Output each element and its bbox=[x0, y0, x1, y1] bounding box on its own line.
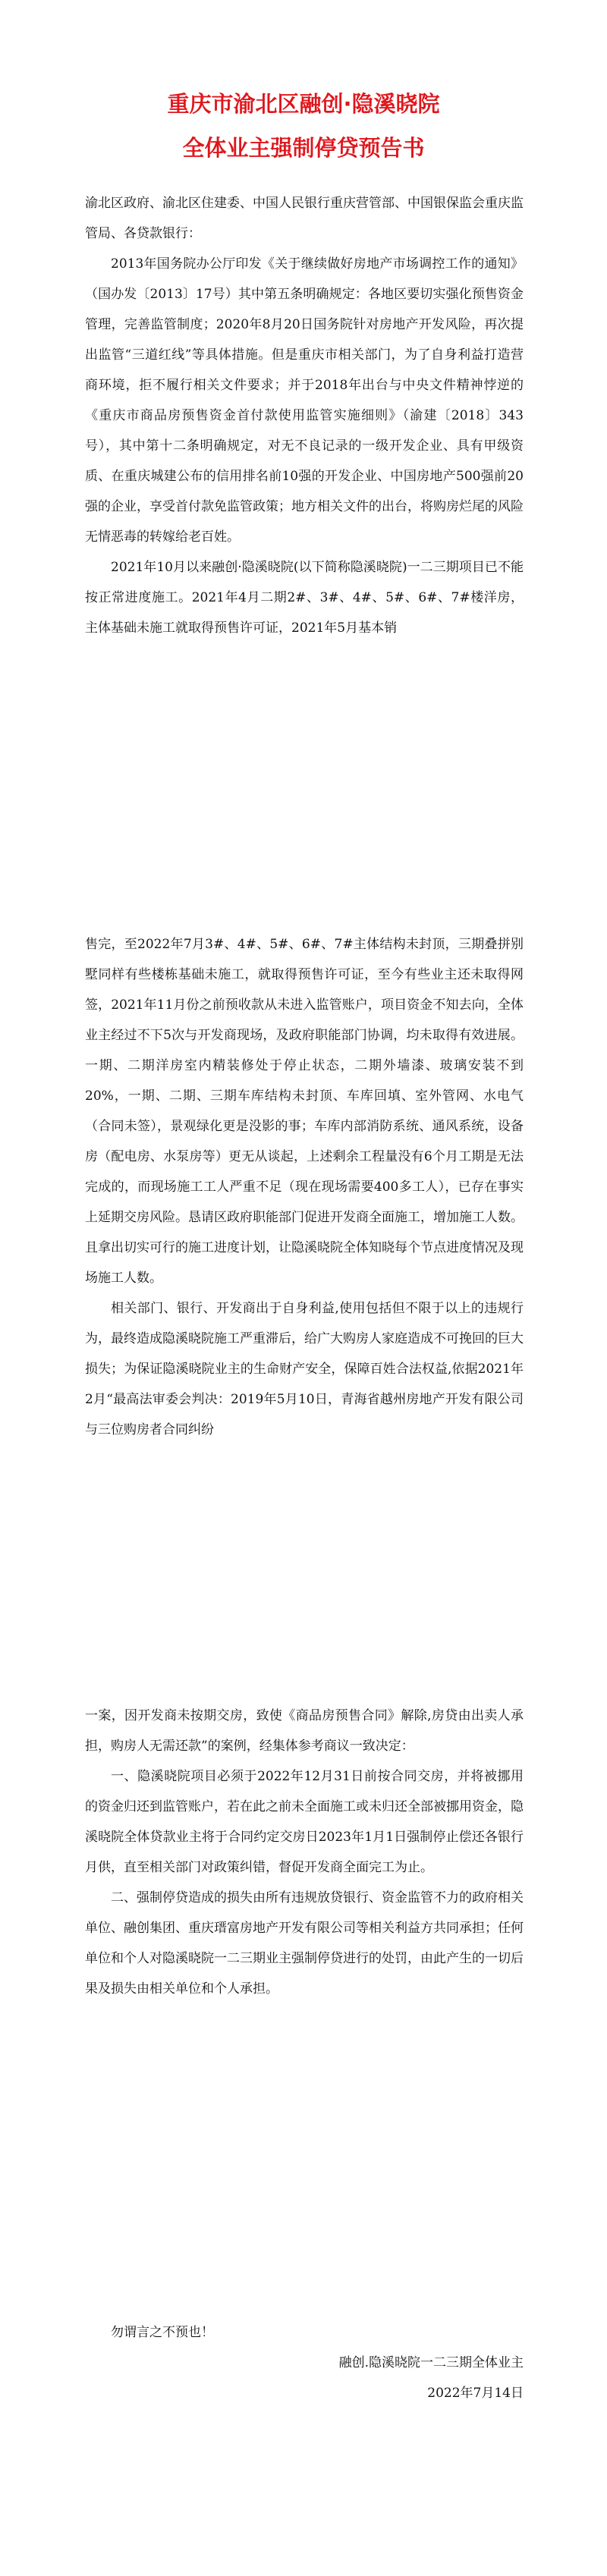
document-body-part-1 bbox=[85, 188, 524, 643]
decision-item-1: 一、隐溪晓院项目必须于2022年12月31日前按合同交房，并将被挪用的资金归还到监管账户，若在此之前未全面施工或未归还全部被挪用资金，隐溪晓院全体贷款业主将于合同约定交房日2023年1月1日强制停止偿还各银行月供，直至相关部门对政策纠错，督促开发商全面完工为止。 bbox=[85, 1769, 524, 1875]
title-line-2: 全体业主强制停贷预告书 bbox=[182, 135, 425, 161]
policy-background-paragraph: 2013年国务院办公厅印发《关于继续做好房地产市场调控工作的通知》（国办发〔2013〕17号）其中第五条明确规定：各地区要切实强化预售资金管理，完善监管制度；2020年8月20日国务院针对房地产开发风险，再次提出监管“三道红线”等具体措施。但是重庆市相关部门，为了自身利益打造营商环境，拒不履行相关文件要求；并于2018年出台与中央文件精神悖逆的《重庆市商品房预售资金首付款使用监管实施细则》（渝建〔2018〕343号），其中第十二条明确规定，对无不良记录的一级开发企业、具有甲级资质、在重庆城建公布的信用排名前10强的开发企业、中国房地产500强前20强的企业，享受首付款免监管政策；地方相关文件的出台，将购房烂尾的风险无情恶毒的转嫁给老百姓。 bbox=[85, 256, 524, 545]
signature-block bbox=[85, 2317, 524, 2408]
decision-intro-paragraph: 一案，因开发商未按期交房，致使《商品房预售合同》解除,房贷由出卖人承担，购房人无需还款”的案例，经集体参考商议一致决定： bbox=[85, 1708, 524, 1754]
construction-status-paragraph: 售完，至2022年7月3#、4#、5#、6#、7#主体结构未封顶，三期叠拼别墅同样有些楼栋基础未施工，就取得预售许可证，至今有些业主还未取得网签，2021年11月份之前预收款从未进入监管账户，项目资金不知去向，全体业主经过不下5次与开发商现场，及政府职能部门协调，均未取得有效进展。一期、二期洋房室内精装修处于停止状态，二期外墙漆、玻璃安装不到20%，一期、二期、三期车库结构未封顶、车库回填、室外管网、水电气（合同未签），景观绿化更是没影的事；车库内部消防系统、通风系统，设备房（配电房、水泵房等）更无从谈起，上述剩余工程量没有6个月工期是无法完成的，而现场施工工人严重不足（现在现场需要400多工人），已存在事实上延期交房风险。恳请区政府职能部门促进开发商全面施工，增加施工人数。且拿出切实可行的施工进度计划，让隐溪晓院全体知晓每个节点进度情况及现场施工人数。 bbox=[85, 937, 524, 1286]
document-body-part-3 bbox=[85, 1701, 524, 2004]
legal-basis-paragraph: 相关部门、银行、开发商出于自身利益,使用包括但不限于以上的违规行为，最终造成隐溪晓院施工严重滞后，给广大购房人家庭造成不可挽回的巨大损失；为保证隐溪晓院业主的生命财产安全，保障百姓合法权益,依据2021年2月“最高法审委会判决：2019年5月10日，青海省越州房地产开发有限公司与三位购房者合同纠纷 bbox=[85, 1301, 524, 1437]
signatory: 融创.隐溪晓院一二三期全体业主 bbox=[338, 2355, 524, 2370]
title-line-1: 重庆市渝北区融创·隐溪晓院 bbox=[167, 91, 440, 117]
document-title bbox=[0, 82, 607, 170]
addressee-paragraph: 渝北区政府、渝北区住建委、中国人民银行重庆营管部、中国银保监会重庆监管局、各贷款银行： bbox=[85, 196, 524, 241]
project-status-paragraph: 2021年10月以来融创·隐溪晓院(以下简称隐溪晓院)一二三期项目已不能按正常进度施工。2021年4月二期2#、3#、4#、5#、6#、7#楼洋房，主体基础未施工就取得预售许可证，2021年5月基本销 bbox=[85, 560, 524, 636]
document-body-part-2 bbox=[85, 929, 524, 1445]
document-date: 2022年7月14日 bbox=[427, 2386, 524, 2401]
closing-remark: 勿谓言之不预也！ bbox=[111, 2325, 214, 2340]
decision-item-2: 二、强制停贷造成的损失由所有违规放贷银行、资金监管不力的政府相关单位、融创集团、重庆瑨富房地产开发有限公司等相关利益方共同承担；任何单位和个人对隐溪晓院一二三期业主强制停贷进行的处罚，由此产生的一切后果及损失由相关单位和个人承担。 bbox=[85, 1890, 524, 1996]
